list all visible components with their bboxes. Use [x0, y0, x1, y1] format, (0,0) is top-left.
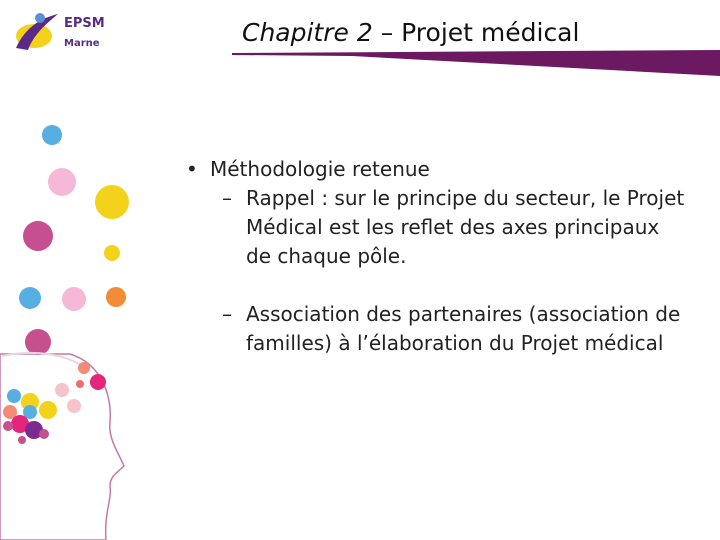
logo-emblem-icon	[12, 8, 62, 52]
decorative-dots	[0, 120, 140, 540]
bullet-icon: •	[186, 157, 198, 181]
sub-item-text: Association des partenaires (association de familles) à l’élaboration du Projet médical	[246, 302, 681, 355]
sub-item-association	[186, 300, 686, 358]
slide-title	[242, 18, 579, 47]
sub-item-rappel	[186, 184, 686, 271]
bullet-methodologie	[186, 155, 686, 184]
logo-name: EPSM	[64, 16, 105, 31]
dot-column-left	[19, 125, 129, 355]
dash-icon: –	[222, 186, 232, 210]
sub-item-text: Rappel : sur le principe du secteur, le Projet Médical est les reflet des axes principaux de chaque pôle.	[246, 186, 685, 268]
head-profile-icon	[0, 353, 124, 540]
dash-icon: –	[222, 302, 232, 326]
title-topic: Projet médical	[401, 18, 580, 47]
logo-subname: Marne	[64, 38, 100, 49]
title-dash: –	[372, 18, 402, 47]
epsm-logo	[12, 8, 112, 58]
title-underline-bar	[232, 50, 720, 78]
slide-body	[186, 155, 686, 358]
title-chapter: Chapitre 2	[242, 18, 373, 47]
bullet-text: Méthodologie retenue	[210, 157, 430, 181]
